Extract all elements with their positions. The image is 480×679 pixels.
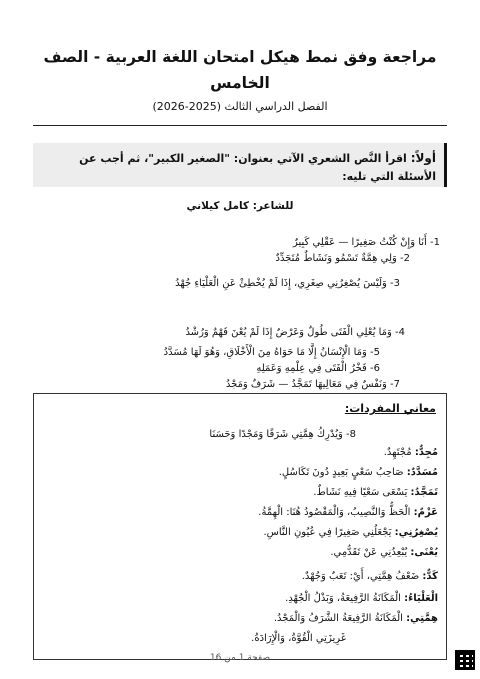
verse-line: 7- وَنَفْسٌ فِي مَعَالِيهَا تَمَجَّدُ — شَرَفٌ وَمَجْدُ xyxy=(225,379,400,390)
verse-line: 1- أَنَا وَإِنْ كُنْتُ صَغِيرًا — عَقْلِي كَبِيرٌ xyxy=(292,237,440,248)
poet-name: للشاعر: كامل كيلاني xyxy=(186,200,294,212)
vocabulary-item: تَمَجَّدُ: يَسْعَى سَعْيًا فِيهِ نَشَاطٌ. xyxy=(313,487,438,498)
page-subtitle: الفصل الدراسي الثالث (2025-2026) xyxy=(152,100,328,113)
page-number: صفحة 1 من 16 xyxy=(209,653,271,663)
verse-line: 2- وَلِي هِمَّةٌ تَسْمُو وَنَشَاطٌ مُتَجَدِّدٌ xyxy=(275,253,410,264)
vocabulary-item: الْعَلْيَاءُ: الْمَكَانَةُ الرَّفِيعَةُ، وَبَذْلُ الْجُهْدِ. xyxy=(285,593,438,604)
vocabulary-item: غَرِيزَتِي الْقُوَّةُ، وَالْإِرَادَةُ. xyxy=(251,633,346,644)
vocabulary-box xyxy=(33,393,447,660)
vocabulary-item: يُعْنَى: يُبْعِدُنِي عَنْ تَقَدُّمِي. xyxy=(330,547,438,558)
vocabulary-item: 8- وَيُدْرِكُ هِمَّتِي شَرَفًا وَمَجْدًا وَحَسَنَا xyxy=(209,429,356,440)
vocabulary-item: مُجِدٌّ: مُجْتَهِدٌ. xyxy=(383,447,438,458)
verse-line: 5- وَمَا الْإِنْسَانُ إِلَّا مَا حَوَاهُ مِنَ الْأَخْلَاقِ، وَهُوَ لَهَا مُسَدَّدُ xyxy=(163,347,380,358)
vocabulary-item: هِمَّتِي: الْمَكَانَةُ الرَّفِيعَةُ الشَّرَفُ وَالْمَجْدُ. xyxy=(273,613,438,624)
qr-code-icon[interactable] xyxy=(455,650,475,670)
vocabulary-item: يُصْغِرُنِي: يَجْعَلُنِي صَغِيرًا فِي عُيُونِ النَّاسِ. xyxy=(263,527,438,538)
vocabulary-heading: معاني المفردات: xyxy=(344,402,436,415)
vocabulary-item: عَزْمٌ: الْحَظُّ وَالنَّصِيبُ، وَالْمَقْصُودُ هُنَا: الْهِمَّةُ. xyxy=(258,507,438,518)
title-divider xyxy=(33,125,447,126)
verse-line: 3- وَلَيْسَ يُصْغِرُنِي صِغَرِي، إِذَا لَمْ يُخْطِئْ عَنِ الْعَلْيَاءِ جُهْدُ xyxy=(175,278,400,289)
poem-verses xyxy=(20,222,440,402)
question-box xyxy=(33,143,447,187)
vocabulary-item: مُسَدَّدٌ: صَاحِبُ سَعْيٍ بَعِيدٍ دُونَ تَكَاسُلٍ. xyxy=(278,467,438,478)
page-title: مراجعة وفق نمط هيكل امتحان اللغة العربية - الصف الخامس xyxy=(43,48,437,92)
verse-line: 6- فَخْرُ الْفَتَى فِي عِلْمِهِ وَعَمَلِهِ xyxy=(256,363,380,374)
vocabulary-item: كَدٌّ: ضَعْفُ هِمَّتِي، أَيْ: تَعَبٌ وَجُهْدٌ. xyxy=(301,571,438,582)
question-text: اقرأ النَّص الشعري الآتي بعنوان: "الصغير الكبير"، ثم أجب عن الأسئلة التي تليه: xyxy=(79,152,436,183)
question-number: أولاً: xyxy=(410,151,436,165)
verse-line: 4- وَمَا يُعْلِي الْفَتَى طُولٌ وَعَرْضٌ إِذَا لَمْ يُعْنَ فَهْمٌ وَرُشْدُ xyxy=(185,327,405,338)
